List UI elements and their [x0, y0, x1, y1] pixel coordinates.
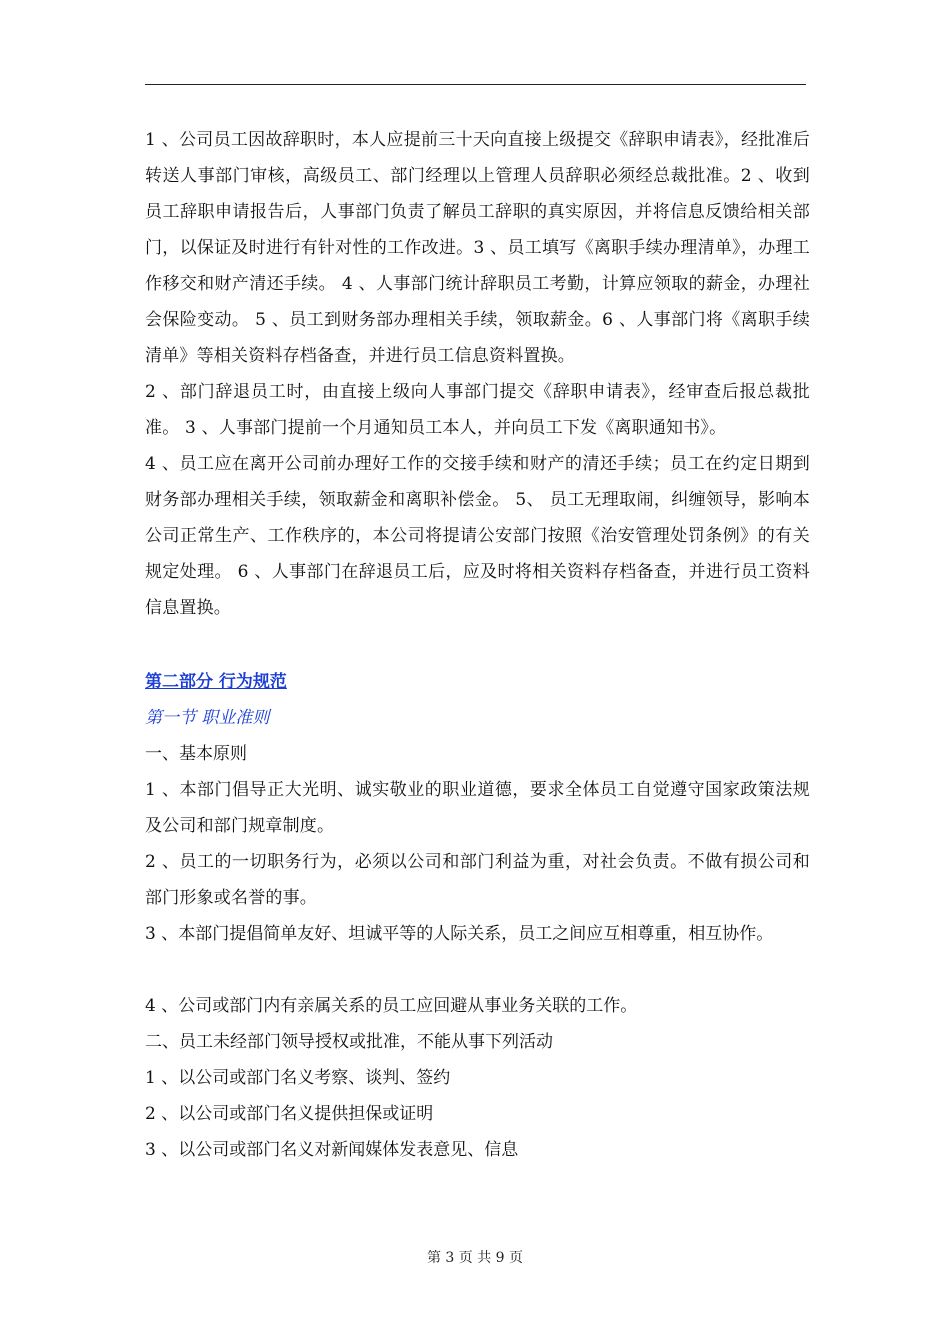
principle-3: 3 、本部门提倡简单友好、坦诚平等的人际关系，员工之间应互相尊重，相互协作。 [145, 924, 774, 944]
prohibited-item-2: 2 、以公司或部门名义提供担保或证明 [145, 1104, 434, 1124]
principle-1: 1 、本部门倡导正大光明、诚实敬业的职业道德，要求全体员工自觉遵守国家政策法规及公司和部门规章制度。 [145, 780, 810, 836]
dismiss-paragraph-1: 2 、部门辞退员工时，由直接上级向人事部门提交《辞职申请表》，经审查后报总裁批准。 3 、人事部门提前一个月通知员工本人，并向员工下发《离职通知书》。 [145, 382, 810, 438]
prohibited-item-3: 3 、以公司或部门名义对新闻媒体发表意见、信息 [145, 1140, 519, 1160]
section-heading: 第一节 职业准则 [145, 708, 270, 728]
dismiss-paragraph-2: 4 、员工应在离开公司前办理好工作的交接手续和财产的清还手续；员工在约定日期到财务部办理相关手续，领取薪金和离职补偿金。 5、 员工无理取闹，纠缠领导，影响本公司正常生产、工作秩序的，本公司将提请公安部门按照《治安管理处罚条例》的有关规定处理。 6 、人事部门在辞退员工后，应及时将相关资料存档备查，并进行员工资料信息置换。 [145, 454, 810, 618]
principle-4: 4 、公司或部门内有亲属关系的员工应回避从事业务关联的工作。 [145, 996, 638, 1016]
prohibited-title: 二、员工未经部门领导授权或批准，不能从事下列活动 [145, 1032, 553, 1052]
basic-principles-title: 一、基本原则 [145, 744, 247, 764]
part-heading-link[interactable]: 第二部分 行为规范 [145, 672, 287, 692]
blank-line [145, 952, 810, 988]
resign-paragraph: 1 、公司员工因故辞职时，本人应提前三十天向直接上级提交《辞职申请表》，经批准后转送人事部门审核，高级员工、部门经理以上管理人员辞职必须经总裁批准。2 、收到员工辞职申请报告后，人事部门负责了解员工辞职的真实原因，并将信息反馈给相关部门，以保证及时进行有针对性的工作改进。3 、员工填写《离职手续办理清单》，办理工作移交和财产清还手续。 4 、人事部门统计辞职员工考勤，计算应领取的薪金，办理社会保险变动。 5 、员工到财务部办理相关手续，领取薪金。6 、人事部门将《离职手续清单》等相关资料存档备查，并进行员工信息资料置换。 [145, 130, 810, 366]
page-footer: 第 3 页 共 9 页 [426, 1250, 524, 1266]
principle-2: 2 、员工的一切职务行为，必须以公司和部门利益为重，对社会负责。不做有损公司和部门形象或名誉的事。 [145, 852, 810, 908]
prohibited-item-1: 1 、以公司或部门名义考察、谈判、签约 [145, 1068, 451, 1088]
header-rule [145, 84, 806, 85]
body-content [145, 122, 810, 1168]
